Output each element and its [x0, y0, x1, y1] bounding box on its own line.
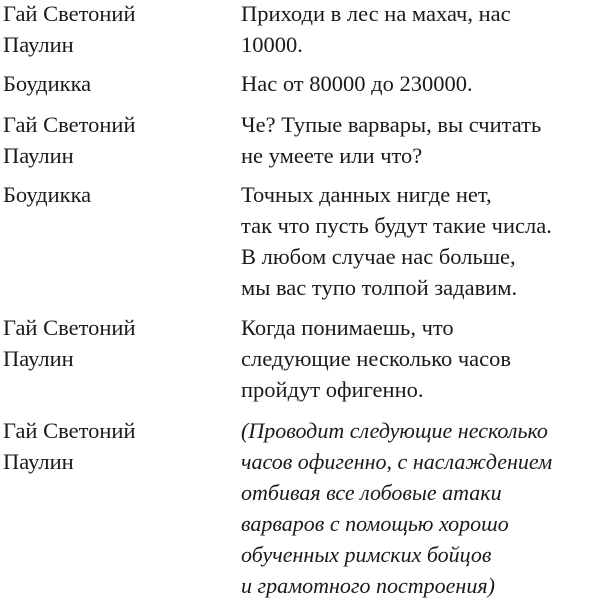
- dialogue-text-line: не умеете или что?: [241, 143, 423, 168]
- stage-direction-line: отбивая все лобовые атаки: [241, 480, 502, 505]
- dialogue-line: [241, 312, 600, 405]
- dialogue-text-line: 10000.: [241, 32, 303, 57]
- dialogue-text-line: Приходи в лес на махач, нас: [241, 1, 511, 26]
- speaker-name-line: Паулин: [3, 143, 74, 168]
- stage-direction: [241, 415, 600, 601]
- dialogue-text-line: следующие несколько часов: [241, 346, 512, 371]
- speaker-name-line: Гай Светоний: [3, 418, 136, 443]
- dialogue-text-line: пройдут офигенно.: [241, 377, 424, 402]
- stage-direction-line: (Проводит следующие несколько: [241, 418, 548, 443]
- speaker-name: [3, 312, 241, 374]
- dialogue-row: [3, 68, 600, 99]
- dialogue-line: [241, 0, 600, 60]
- stage-direction-line: и грамотного построения): [241, 573, 495, 598]
- dialogue-text-line: так что пусть будут такие числа.: [241, 213, 552, 238]
- dialogue-text-line: мы вас тупо толпой задавим.: [241, 275, 518, 300]
- speaker-name-line: Паулин: [3, 449, 74, 474]
- speaker-name-line: Гай Светоний: [3, 315, 136, 340]
- speaker-name-line: Боудикка: [3, 71, 92, 96]
- speaker-name-line: Гай Светоний: [3, 1, 136, 26]
- dialogue-text-line: Когда понимаешь, что: [241, 315, 454, 340]
- stage-direction-line: варваров с помощью хорошо: [241, 511, 509, 536]
- speaker-name: [3, 415, 241, 477]
- speaker-name-line: Паулин: [3, 32, 74, 57]
- dialogue-text-line: В любом случае нас больше,: [241, 244, 516, 269]
- dialogue-line: [241, 68, 600, 99]
- dialogue-row: [3, 312, 600, 405]
- dialogue-table: [3, 0, 600, 601]
- stage-direction-line: обученных римских бойцов: [241, 542, 492, 567]
- dialogue-text-line: Точных данных нигде нет,: [241, 182, 492, 207]
- dialogue-line: [241, 179, 600, 303]
- dialogue-line: [241, 109, 600, 171]
- speaker-name: [3, 0, 241, 60]
- dialogue-text-line: Че? Тупые варвары, вы считать: [241, 112, 542, 137]
- dialogue-text-line: Нас от 80000 до 230000.: [241, 71, 473, 96]
- dialogue-row: [3, 109, 600, 171]
- speaker-name: [3, 179, 241, 210]
- dialogue-row: [3, 0, 600, 60]
- dialogue-row: [3, 179, 600, 303]
- speaker-name-line: Паулин: [3, 346, 74, 371]
- speaker-name-line: Боудикка: [3, 182, 92, 207]
- speaker-name: [3, 109, 241, 171]
- stage-direction-line: часов офигенно, с наслаждением: [241, 449, 553, 474]
- speaker-name: [3, 68, 241, 99]
- speaker-name-line: Гай Светоний: [3, 112, 136, 137]
- dialogue-row: [3, 415, 600, 601]
